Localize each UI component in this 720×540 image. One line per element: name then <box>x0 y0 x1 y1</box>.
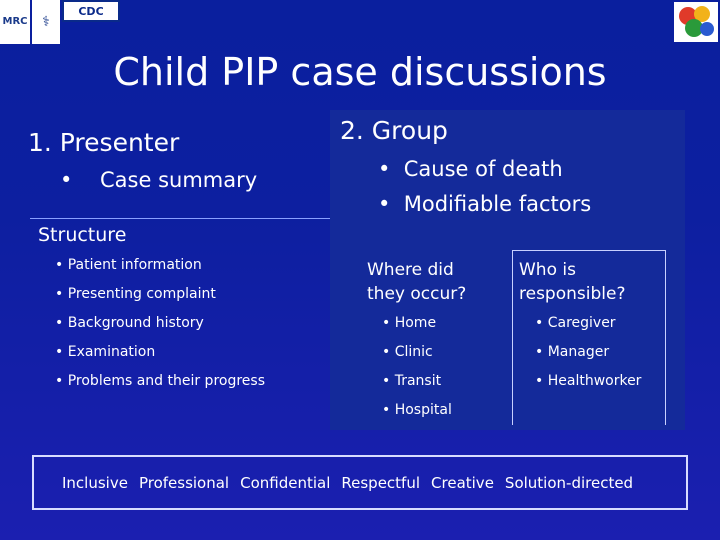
mrc-logo: MRC <box>0 0 30 44</box>
table-border <box>665 250 666 425</box>
values-list <box>62 474 644 492</box>
hands-logo-icon <box>674 2 718 42</box>
slide-title: Child PIP case discussions <box>113 50 607 94</box>
structure-item: • Presenting complaint <box>55 286 216 302</box>
who-item: • Manager <box>535 344 610 360</box>
structure-item: • Examination <box>55 344 156 360</box>
where-heading: Where did they occur? <box>367 260 467 304</box>
presenter-heading: 1. Presenter <box>28 128 180 157</box>
who-heading: Who is responsible? <box>519 260 626 304</box>
group-heading: 2. Group <box>340 116 448 145</box>
where-item: • Home <box>382 315 437 331</box>
table-divider <box>512 250 513 425</box>
logo-bar <box>0 0 120 44</box>
group-item: • Modifiable factors <box>378 192 592 216</box>
presenter-item: • Case summary <box>60 168 258 192</box>
where-item: • Transit <box>382 373 442 389</box>
bullet-icon: • <box>60 168 73 192</box>
structure-title: Structure <box>38 224 127 246</box>
structure-item: • Background history <box>55 315 204 331</box>
who-item: • Healthworker <box>535 373 642 389</box>
hhs-logo-icon: ⚕ <box>32 0 60 44</box>
structure-item: • Patient information <box>55 257 202 273</box>
structure-item: • Problems and their progress <box>55 373 265 389</box>
value-item: Professional <box>138 474 230 492</box>
value-item: Creative <box>431 474 494 492</box>
value-item: Inclusive <box>62 474 128 492</box>
where-item: • Hospital <box>382 402 452 418</box>
cdc-logo: CDC <box>62 0 120 22</box>
who-item: • Caregiver <box>535 315 616 331</box>
value-item: Confidential <box>240 474 331 492</box>
value-item: Respectful <box>341 474 421 492</box>
group-item: • Cause of death <box>378 157 563 181</box>
table-border <box>512 250 666 251</box>
value-item: Solution-directed <box>504 474 634 492</box>
where-item: • Clinic <box>382 344 433 360</box>
